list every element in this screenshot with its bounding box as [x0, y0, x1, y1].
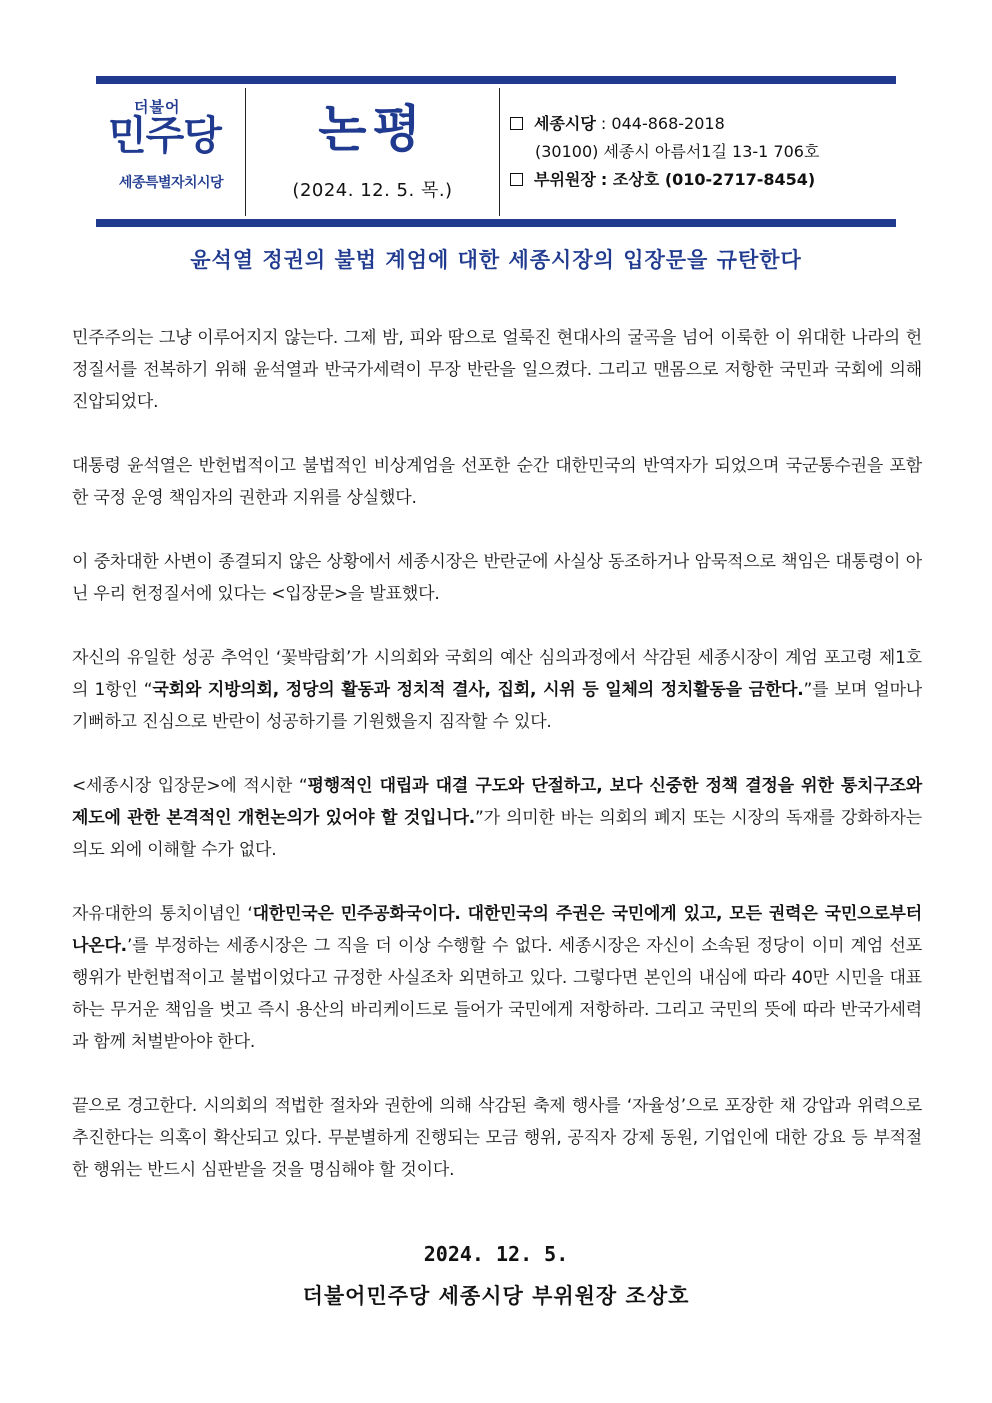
paragraph: 이 중차대한 사변이 종결되지 않은 상황에서 세종시장은 반란군에 사실상 동조하거나 암묵적으로 책임은 대통령이 아닌 우리 헌정질서에 있다는 <입장문>을 발표했다. [72, 552, 922, 604]
paragraph-text: <세종시장 입장문>에 적시한 “ [72, 776, 308, 796]
header-top-rule [96, 76, 896, 84]
paragraph-text: ’를 부정하는 세종시장은 그 직을 더 이상 수행할 수 없다. 세종시장은 자신이 소속된 정당이 이미 계엄 선포 행위가 반헌법적이고 불법이었다고 규정한 사실조차 외면하고 있다. 그렇다면 본인의 내심에 따라 40만 시민을 대표하는 무거운 책임을 벗고 즉시 용산의 바리케이드로 들어가 국민에게 저항하라. 그리고 국민의 뜻에 따라 반국가세력과 함께 처벌받아야 한다. [72, 936, 922, 1052]
checkbox-icon [510, 173, 523, 186]
paragraph: 끝으로 경고한다. 시의회의 적법한 절차와 권한에 의해 삭감된 축제 행사를 ‘자율성’으로 포장한 채 강압과 위력으로 추진한다는 의혹이 확산되고 있다. 무분별하게 진행되는 모금 행위, 공직자 강제 동원, 기업인에 대한 강요 등 부적절한 행위는 반드시 심판받을 것을 명심해야 할 것이다. [72, 1096, 922, 1180]
document-type-title: 논평 [318, 100, 427, 158]
footer-date: 2024. 12. 5. [423, 1242, 569, 1266]
paragraph-text: ”가 의미한 바는 의회의 폐지 또는 시장의 독재를 강화하자는 의도 외에 이해할 수가 없다. [72, 808, 922, 860]
paragraph: 대통령 윤석열은 반헌법적이고 불법적인 비상계엄을 선포한 순간 대한민국의 반역자가 되었으며 국군통수권을 포함한 국정 운영 책임자의 권한과 지위를 상실했다. [72, 456, 922, 508]
office-label: 세종시당 [534, 114, 596, 133]
office-address: (30100) 세종시 아름서1길 13-1 706호 [535, 142, 820, 161]
document-date: (2024. 12. 5. 목.) [292, 180, 453, 201]
office-phone: : 044-868-2018 [600, 114, 725, 133]
paragraph-text: 자신의 유일한 성공 추억인 ‘꽃박람회’가 시의회와 국회의 예산 심의과정에서 삭감된 세종시장이 계엄 포고령 제1호의 1항인 “ [72, 648, 922, 700]
header-bottom-rule [96, 219, 896, 227]
paragraph [72, 898, 922, 1058]
quoted-statement: 평행적인 대립과 대결 구도와 단절하고, 보다 신중한 정책 결정을 위한 통치구조와 제도에 관한 본격적인 개헌논의가 있어야 할 것입니다. [72, 776, 922, 828]
quoted-constitution: 대한민국은 민주공화국이다. 대한민국의 주권은 국민에게 있고, 모든 권력은 국민으로부터 나온다. [72, 904, 922, 956]
paragraph-text: ”를 보며 얼마나 기뻐하고 진심으로 반란이 성공하기를 기원했을지 짐작할 수 있다. [72, 680, 923, 732]
person-info: : 조상호 (010-2717-8454) [600, 170, 816, 189]
headline: 윤석열 정권의 불법 계엄에 대한 세종시장의 입장문을 규탄한다 [190, 247, 802, 272]
contact-address-row [510, 138, 890, 166]
article-body [72, 322, 922, 1218]
person-label: 부위원장 [534, 170, 596, 189]
checkbox-icon [510, 117, 523, 130]
paragraph-text: 자유대한의 통치이념인 ‘ [72, 904, 253, 924]
logo-main-text: 민주당 [108, 113, 221, 159]
paragraph: 민주주의는 그냥 이루어지지 않는다. 그제 밤, 피와 땀으로 얼룩진 현대사의 굴곡을 넘어 이룩한 이 위대한 나라의 헌정질서를 전복하기 위해 윤석열과 반국가세력이 무장 반란을 일으켰다. 그리고 맨몸으로 저항한 국민과 국회에 의해 진압되었다. [72, 328, 922, 412]
header-divider [499, 88, 500, 216]
quoted-decree: 국회와 지방의회, 정당의 활동과 정치적 결사, 집회, 시위 등 일체의 정치활동을 금한다. [152, 680, 804, 700]
logo-sub-text: 세종특별자치시당 [118, 175, 224, 191]
contact-person-row [510, 166, 890, 194]
logo-small-text: 더불어 [134, 98, 181, 116]
contact-info [510, 110, 890, 194]
document-type-box [246, 88, 499, 216]
party-logo [100, 96, 240, 206]
contact-office-row [510, 110, 890, 138]
footer-signature: 더불어민주당 세종시당 부위원장 조상호 [302, 1283, 690, 1308]
paragraph [72, 642, 922, 738]
paragraph [72, 770, 922, 866]
